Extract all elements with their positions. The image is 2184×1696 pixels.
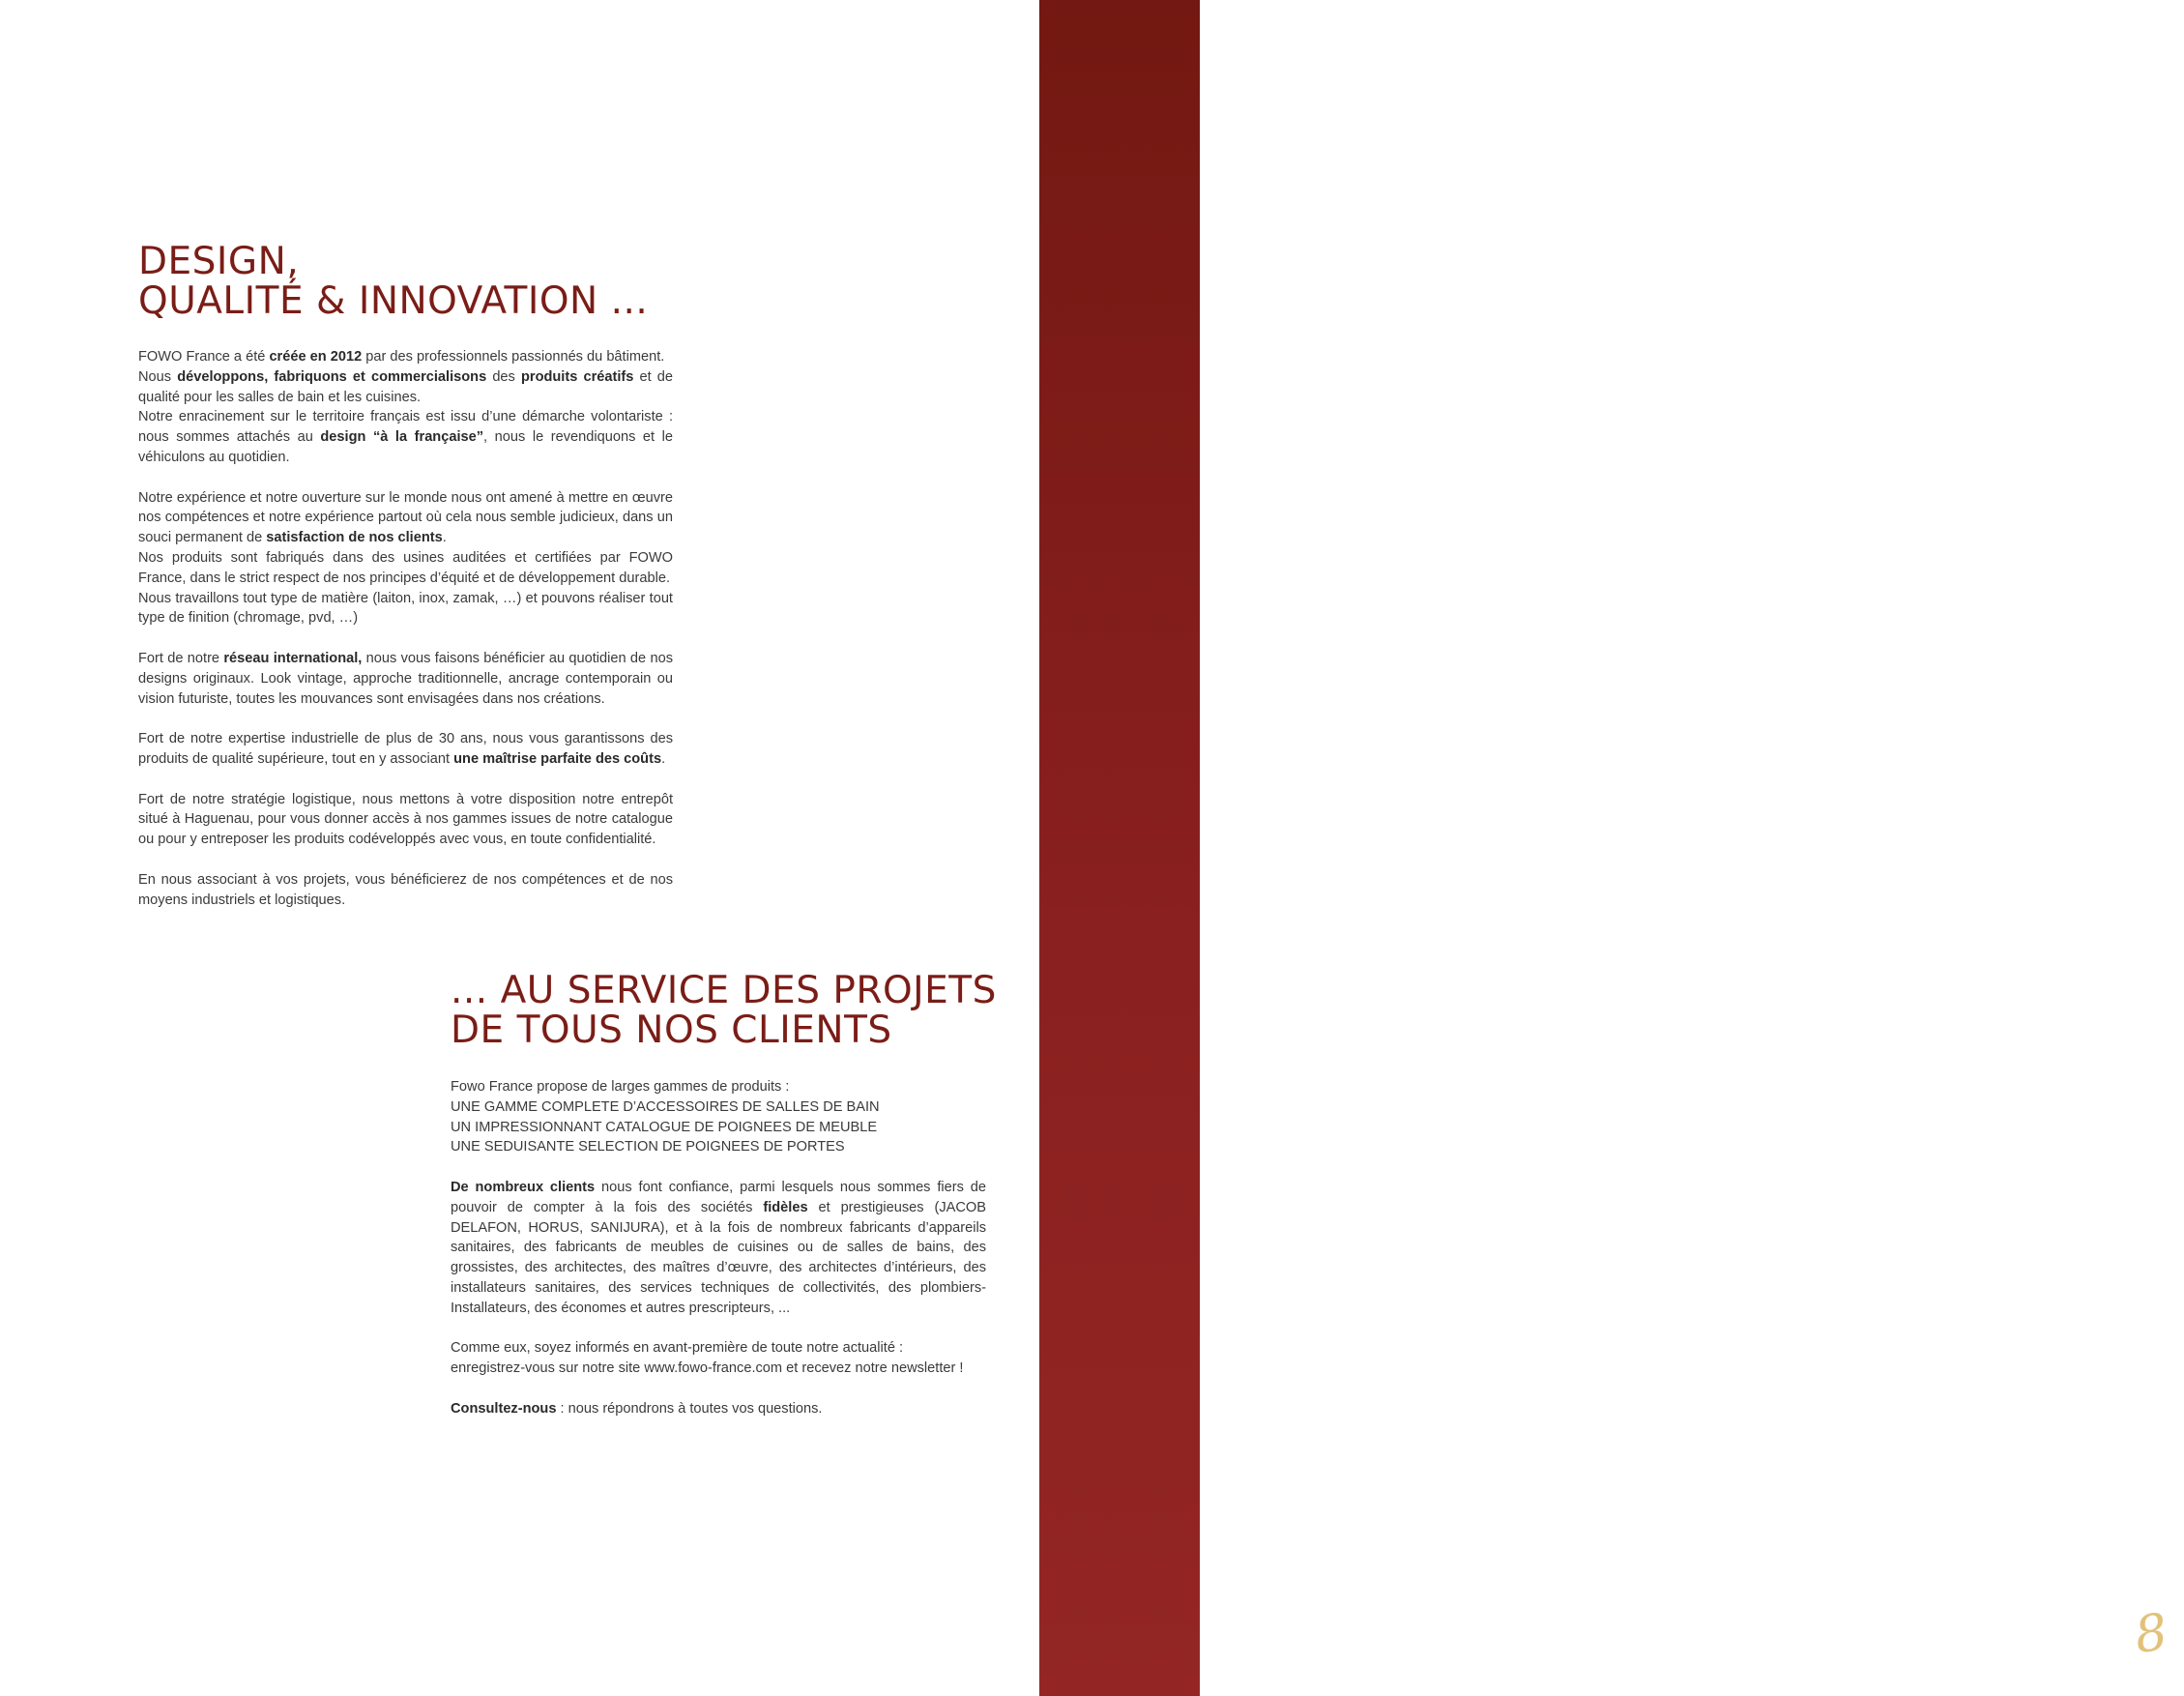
paragraph (451, 1077, 986, 1157)
text-run: Comme eux, soyez informés en avant-première de toute notre actualité : (451, 1340, 904, 1357)
text-run: Fowo France propose de larges gammes de produits : (451, 1079, 790, 1095)
services-text (451, 1077, 986, 1439)
emphasis-text: De nombreux clients (451, 1179, 596, 1195)
text-run: et prestigieuses (JACOB DELAFON, HORUS, SANIJURA), et à la fois de nombreux fabricants d’appareils sanitaires, des fabricants de meubles de cuisines ou de salles de bains, des grossistes, des architectes, des maîtres d’œuvre, des architectes d’intérieurs, des installateurs sanitaires, des services techniques de collectivités, des plombiers-Installateurs, des économes et autres prescripteurs, ... (451, 1199, 986, 1316)
emphasis-text: réseau international, (223, 650, 363, 666)
title-line: DESIGN, (138, 240, 300, 283)
sentence (138, 649, 673, 709)
section-title-design (138, 242, 648, 321)
paragraph (138, 870, 673, 911)
page-number: 8 (2131, 1602, 2171, 1666)
text-run: UN IMPRESSIONNANT CATALOGUE DE POIGNEES DE MEUBLE (451, 1119, 878, 1135)
text-run: par des professionnels passionnés du bâtiment. (362, 349, 665, 365)
text-run: des (486, 368, 521, 385)
text-run: Nous travaillons tout type de matière (laiton, inox, zamak, …) et pouvons réaliser tout type de finition (chromage, pvd, …) (138, 590, 673, 627)
title-line: QUALITÉ & INNOVATION ... (138, 279, 649, 323)
text-run: . (661, 750, 666, 767)
sentence (451, 1137, 986, 1157)
paragraph (451, 1178, 986, 1319)
text-run: : nous répondrons à toutes vos questions. (556, 1400, 823, 1417)
title-line: ... AU SERVICE DES PROJETS (451, 969, 997, 1012)
emphasis-text: créée en 2012 (269, 349, 363, 365)
sidebar-band (1039, 0, 2171, 1696)
sentence (138, 367, 673, 408)
sentence (451, 1338, 986, 1359)
text-run: Notre enracinement sur le territoire français est issu d’une démarche volontariste : nous sommes attachés au (138, 409, 673, 446)
text-run: UNE GAMME COMPLETE D’ACCESSOIRES DE SALLES DE BAIN (451, 1098, 880, 1115)
emphasis-text: fidèles (763, 1199, 808, 1215)
sentence (451, 1118, 986, 1138)
paragraph (138, 488, 673, 629)
paragraph (138, 347, 673, 468)
text-run: Nos produits sont fabriqués dans des usines auditées et certifiées par FOWO France, dans le strict respect de nos principes d’équité et de développement durable. (138, 549, 673, 586)
sentence (138, 589, 673, 629)
sentence (451, 1077, 986, 1097)
paragraph (138, 729, 673, 770)
sentence (451, 1097, 986, 1118)
sentence (138, 729, 673, 770)
emphasis-text: Consultez-nous (451, 1400, 557, 1417)
sentence (138, 870, 673, 911)
sentence (138, 407, 673, 467)
emphasis-text: produits créatifs (520, 368, 634, 385)
paragraph (451, 1399, 986, 1419)
text-run: Nous (138, 368, 178, 385)
sentence (451, 1399, 986, 1419)
sentence (138, 548, 673, 589)
text-run: Fort de notre stratégie logistique, nous mettons à votre disposition notre entrepôt situé à Haguenau, pour vous donner accès à nos gammes issues de notre catalogue ou pour y entreposer les produits codéveloppés avec vous, en toute confidentialité. (138, 791, 673, 848)
text-run: Notre expérience et notre ouverture sur le monde nous ont amené à mettre en œuvre nos compétences et notre expérience partout où cela nous semble judicieux, dans un souci permanent de (138, 489, 673, 546)
emphasis-text: une maîtrise parfaite des coûts (453, 750, 662, 767)
text-run: et de qualité pour les salles de bain et les cuisines. (138, 368, 674, 405)
paragraph (138, 649, 673, 709)
text-run: Fort de notre (138, 650, 224, 666)
text-run: nous font confiance, parmi lesquels nous sommes fiers de pouvoir de compter à la fois des sociétés (451, 1179, 986, 1215)
text-run: , nous le revendiquons et le véhiculons au quotidien. (138, 429, 674, 465)
text-run: En nous associant à vos projets, vous bénéficierez de nos compétences et de nos moyens industriels et logistiques. (138, 871, 673, 908)
sentence (138, 488, 673, 548)
paragraph (451, 1338, 986, 1379)
text-run: . (442, 530, 447, 546)
text-run: Fort de notre expertise industrielle de plus de 30 ans, nous vous garantissons des produits de qualité supérieure, tout en y associant (138, 731, 673, 767)
intro-text (138, 347, 673, 930)
text-run: UNE SEDUISANTE SELECTION DE POIGNEES DE PORTES (451, 1139, 845, 1155)
section-title-service (451, 971, 997, 1050)
title-line: DE TOUS NOS CLIENTS (451, 1009, 892, 1052)
sentence (138, 347, 673, 367)
emphasis-text: design “à la française” (320, 429, 484, 446)
text-run: enregistrez-vous sur notre site www.fowo-france.com et recevez notre newsletter ! (451, 1360, 964, 1377)
text-run: FOWO France a été (138, 349, 270, 365)
emphasis-text: satisfaction de nos clients (266, 530, 443, 546)
sentence (451, 1359, 986, 1379)
emphasis-text: développons, fabriquons et commercialisons (177, 368, 487, 385)
sentence (451, 1178, 986, 1319)
paragraph (138, 790, 673, 850)
text-run: nous vous faisons bénéficier au quotidien de nos designs originaux. Look vintage, approche traditionnelle, ancrage contemporain ou vision futuriste, toutes les mouvances sont envisagées dans nos créations. (138, 650, 673, 707)
sentence (138, 790, 673, 850)
